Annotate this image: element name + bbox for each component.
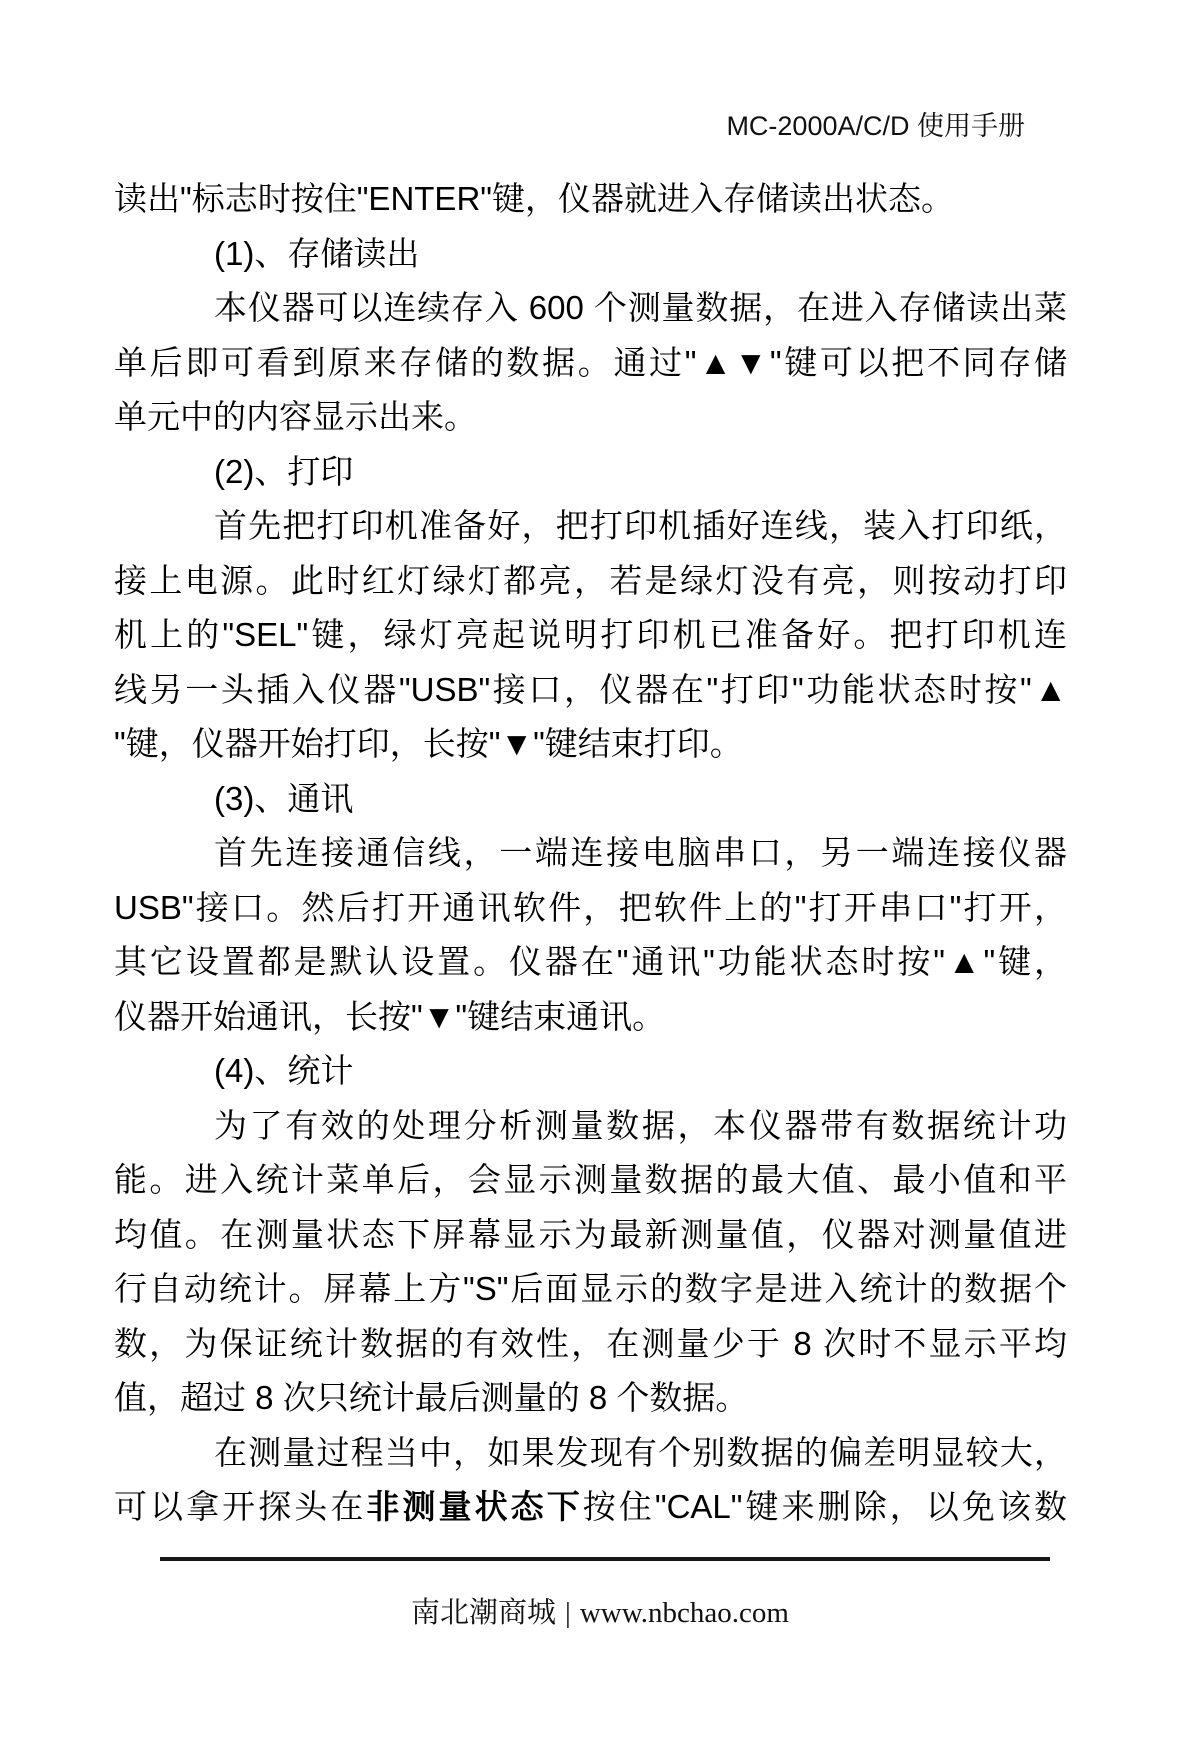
text-line: 本仪器可以连续存入 600 个测量数据，在进入存储读出菜	[214, 289, 1067, 326]
bold-text-segment: 非测量状态下	[366, 1488, 583, 1525]
section-heading-1: (1)、存储读出	[214, 234, 420, 272]
text-line: 能。进入统计菜单后，会显示测量数据的最大值、最小值和平	[114, 1161, 1067, 1198]
page-header-title: MC-2000A/C/D 使用手册	[726, 111, 1025, 141]
footer-site-name: 南北潮商城	[411, 1597, 557, 1629]
text-line: 首先连接通信线，一端连接电脑串口，另一端连接仪器	[214, 834, 1067, 871]
section-heading-2: (2)、打印	[214, 452, 354, 490]
manual-body	[114, 172, 1067, 1535]
section-heading-3: (3)、通讯	[214, 779, 354, 817]
text-line: 机上的"SEL"键，绿灯亮起说明打印机已准备好。把打印机连	[114, 616, 1067, 653]
text-line: 数，为保证统计数据的有效性，在测量少于 8 次时不显示平均	[114, 1324, 1067, 1362]
text-line: 首先把打印机准备好，把打印机插好连线，装入打印纸，	[214, 507, 1067, 544]
text-line: 行自动统计。屏幕上方"S"后面显示的数字是进入统计的数据个	[114, 1270, 1067, 1307]
text-line: 单后即可看到原来存储的数据。通过"▲▼"键可以把不同存储	[114, 343, 1067, 381]
text-line: 读出"标志时按住"ENTER"键，仪器就进入存储读出状态。	[114, 180, 954, 217]
text-line: 接上电源。此时红灯绿灯都亮，若是绿灯没有亮，则按动打印	[114, 561, 1067, 599]
text-line: 在测量过程当中，如果发现有个别数据的偏差明显较大，	[214, 1433, 1067, 1471]
text-line: 单元中的内容显示出来。	[114, 398, 477, 435]
text-line: 仪器开始通讯，长按"▼"键结束通讯。	[114, 997, 666, 1035]
text-line: "键，仪器开始打印，长按"▼"键结束打印。	[114, 725, 743, 762]
text-line: 线另一头插入仪器"USB"接口，仪器在"打印"功能状态时按"▲	[114, 670, 1067, 708]
text-line: 为了有效的处理分析测量数据，本仪器带有数据统计功	[214, 1106, 1067, 1144]
footer-rule	[160, 1557, 1050, 1561]
text-line: 其它设置都是默认设置。仪器在"通讯"功能状态时按"▲"键，	[114, 943, 1067, 980]
text-line: 均值。在测量状态下屏幕显示为最新测量值，仪器对测量值进	[114, 1215, 1067, 1253]
footer-separator: |	[565, 1597, 571, 1629]
footer-url: www.nbchao.com	[579, 1597, 789, 1629]
text-line	[114, 1480, 1067, 1535]
text-segment: 按住"CAL"键来删除，以免该数	[582, 1488, 1067, 1525]
text-line: 值，超过 8 次只统计最后测量的 8 个数据。	[114, 1379, 749, 1416]
text-segment: 可以拿开探头在	[114, 1488, 367, 1525]
section-heading-4: (4)、统计	[214, 1052, 354, 1089]
text-line: USB"接口。然后打开通讯软件，把软件上的"打开串口"打开，	[114, 888, 1067, 926]
page-footer	[0, 1590, 1200, 1631]
